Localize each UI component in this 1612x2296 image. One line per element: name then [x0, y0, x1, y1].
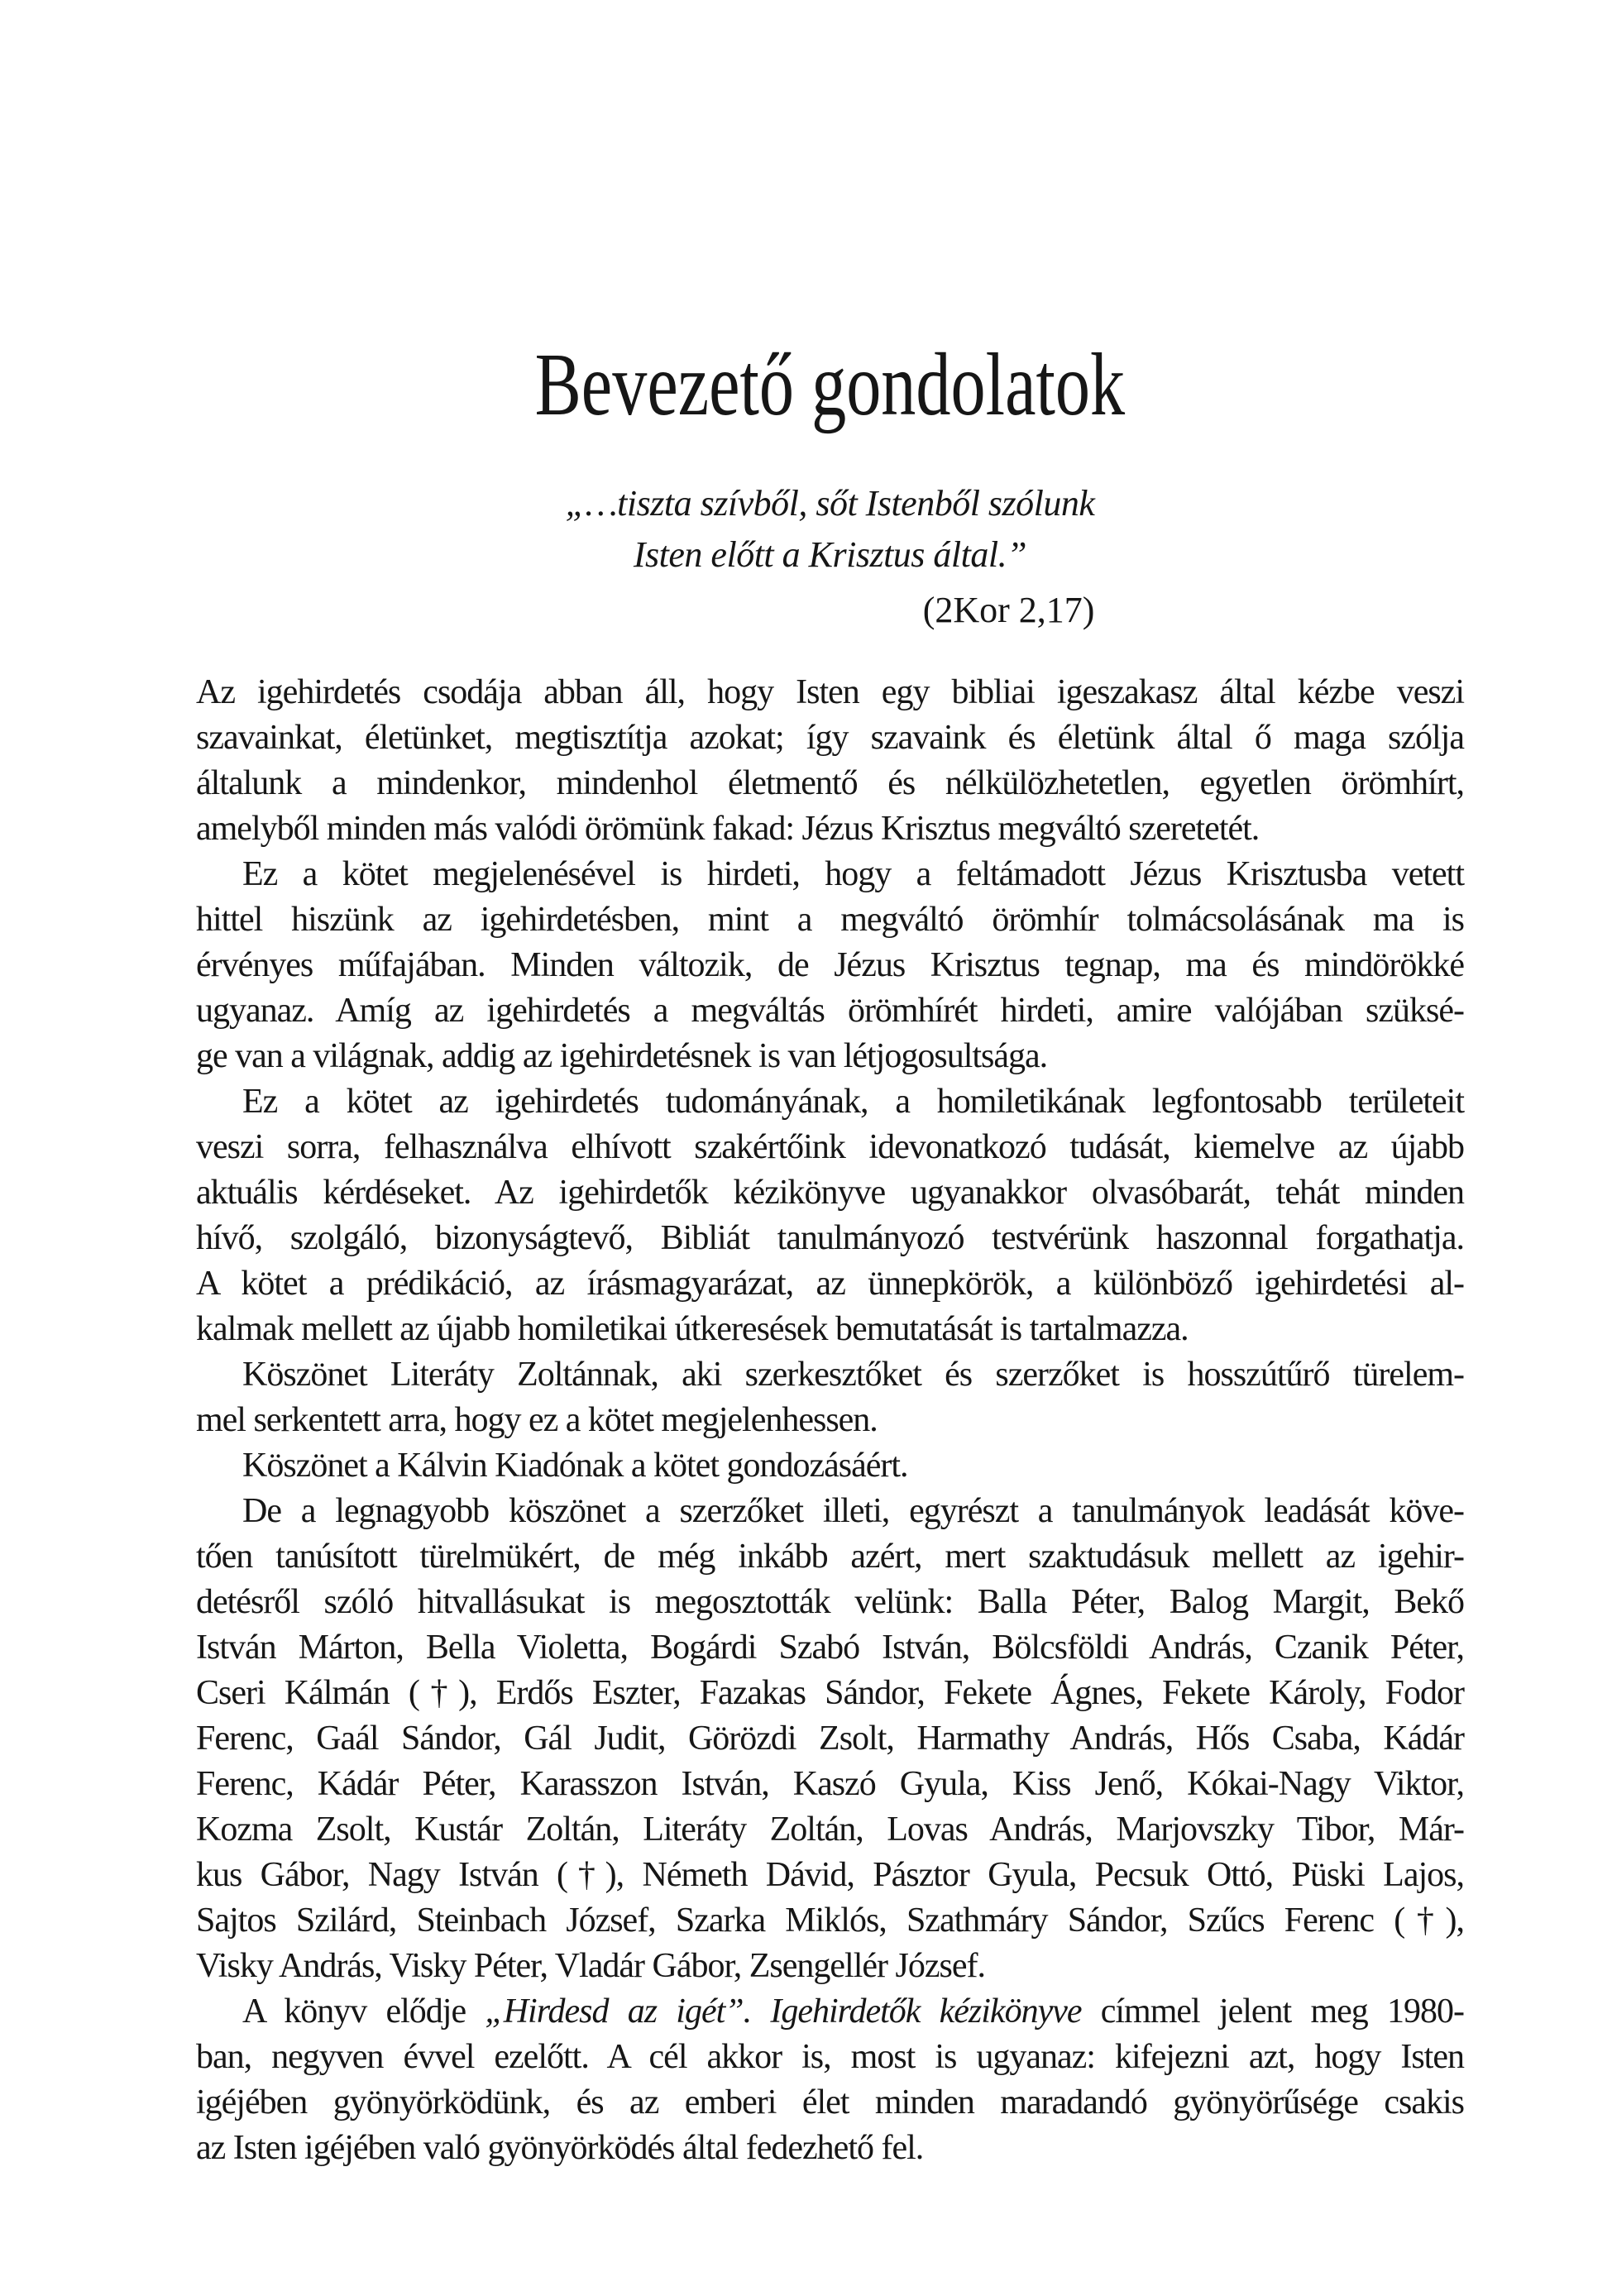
text-line: Kozma Zsolt, Kustár Zoltán, Literáty Zoltán, Lovas András, Marjovszky Tibor, Már-: [196, 1810, 1464, 1849]
text-line: hittel hiszünk az igehirdetésben, mint a megváltó örömhír tolmácsolásának ma is: [196, 901, 1464, 939]
epigraph: [566, 478, 1095, 632]
text-line: érvényes műfajában. Minden változik, de Jézus Krisztus tegnap, ma és mindörökké: [196, 946, 1464, 984]
text-line: Ez a kötet az igehirdetés tudományának, a homiletikának legfontosabb területeit: [242, 1083, 1464, 1121]
text-line: kus Gábor, Nagy István (†), Németh Dávid, Pásztor Gyula, Pecsuk Ottó, Püski Lajos,: [196, 1856, 1464, 1894]
text-line: ban, negyven évvel ezelőtt. A cél akkor is, most is ugyanaz: kifejezni azt, hogy Isten: [196, 2038, 1464, 2076]
text-line: [196, 1989, 1464, 2035]
text-line: igéjében gyönyörködünk, és az emberi élet minden maradandó gyönyörűsége csakis: [196, 2083, 1464, 2121]
italic-text: „Hirdesd az igét”. Igehirdetők kézikönyve: [485, 1992, 1082, 2031]
body-text: [196, 670, 1464, 2171]
text-line: hívő, szolgáló, bizonyságtevő, Bibliát tanulmányozó testvérünk haszonnal forgathatja.: [196, 1219, 1464, 1257]
text-line: Visky András, Visky Péter, Vladár Gábor, Zsengellér József.: [196, 1947, 985, 1985]
text-line: amelyből minden más valódi örömünk fakad: Jézus Krisztus megváltó szeretetét.: [196, 810, 1260, 848]
text-line: általunk a mindenkor, mindenhol életmentő és nélkülözhetetlen, egyetlen örömhírt,: [196, 764, 1464, 802]
epigraph-reference: (2Kor 2,17): [922, 590, 1095, 630]
paragraph: [196, 1489, 1464, 1989]
text-line: Sajtos Szilárd, Steinbach József, Szarka Miklós, Szathmáry Sándor, Szűcs Ferenc (†),: [196, 1901, 1464, 1940]
epigraph-line-2: Isten előtt a Krisztus által.”: [633, 534, 1027, 575]
text-line: ge van a világnak, addig az igehirdetésnek is van létjogosultsága.: [196, 1037, 1048, 1075]
text-line: kalmak mellett az újabb homiletikai útkeresések bemutatását is tartalmazza.: [196, 1310, 1189, 1348]
text-line: az Isten igéjében való gyönyörködés által fedezhető fel.: [196, 2129, 924, 2167]
page-title: [196, 336, 1464, 434]
text-line: aktuális kérdéseket. Az igehirdetők kézikönyve ugyanakkor olvasóbarát, tehát minden: [196, 1174, 1464, 1212]
paragraph: [196, 1079, 1464, 1352]
page-title-text: Bevezető gondolatok: [534, 336, 1126, 434]
text-line: ugyanaz. Amíg az igehirdetés a megváltás örömhírét hirdeti, amire valójában szüksé-: [196, 992, 1464, 1030]
paragraph: [196, 1989, 1464, 2171]
text-line: A kötet a prédikáció, az írásmagyarázat, az ünnepkörök, a különböző igehirdetési al-: [196, 1265, 1464, 1303]
text-line: Ferenc, Gaál Sándor, Gál Judit, Görözdi Zsolt, Harmathy András, Hős Csaba, Kádár: [196, 1720, 1464, 1758]
text-line: szavainkat, életünket, megtisztítja azokat; így szavaink és életünk által ő maga szólja: [196, 719, 1464, 757]
text-line: tően tanúsított türelmükért, de még inkább azért, mert szaktudásuk mellett az igehir-: [196, 1538, 1464, 1576]
text-segment: A könyv elődje: [242, 1992, 486, 2031]
text-line: Ferenc, Kádár Péter, Karasszon István, Kaszó Gyula, Kiss Jenő, Kókai-Nagy Viktor,: [196, 1765, 1464, 1803]
text-line: De a legnagyobb köszönet a szerzőket illeti, egyrészt a tanulmányok leadását köve-: [242, 1492, 1464, 1530]
text-line: mel serkentett arra, hogy ez a kötet megjelenhessen.: [196, 1401, 878, 1439]
paragraph: [196, 1352, 1464, 1443]
text-line: Köszönet Literáty Zoltánnak, aki szerkesztőket és szerzőket is hosszútűrő türelem-: [242, 1356, 1464, 1394]
paragraph: [196, 852, 1464, 1079]
text-line: Ez a kötet megjelenésével is hirdeti, hogy a feltámadott Jézus Krisztusba vetett: [242, 855, 1464, 893]
text-line: Cseri Kálmán (†), Erdős Eszter, Fazakas Sándor, Fekete Ágnes, Fekete Károly, Fodor: [196, 1674, 1464, 1712]
paragraph: [196, 670, 1464, 852]
text-line: Az igehirdetés csodája abban áll, hogy Isten egy bibliai igeszakasz által kézbe veszi: [196, 673, 1464, 711]
text-line: István Márton, Bella Violetta, Bogárdi Szabó István, Bölcsföldi András, Czanik Péter,: [196, 1629, 1464, 1667]
text-line: Köszönet a Kálvin Kiadónak a kötet gondozásáért.: [242, 1447, 908, 1485]
text-segment: címmel jelent meg 1980-: [1081, 1992, 1464, 2031]
page-content: [0, 336, 1612, 2171]
text-line: veszi sorra, felhasználva elhívott szakértőink idevonatkozó tudását, kiemelve az újabb: [196, 1128, 1464, 1166]
paragraph: [196, 1443, 1464, 1489]
text-line: detésről szóló hitvallásukat is megosztották velünk: Balla Péter, Balog Margit, Bekő: [196, 1583, 1464, 1621]
epigraph-line-1: „…tiszta szívből, sőt Istenből szólunk: [565, 483, 1095, 524]
